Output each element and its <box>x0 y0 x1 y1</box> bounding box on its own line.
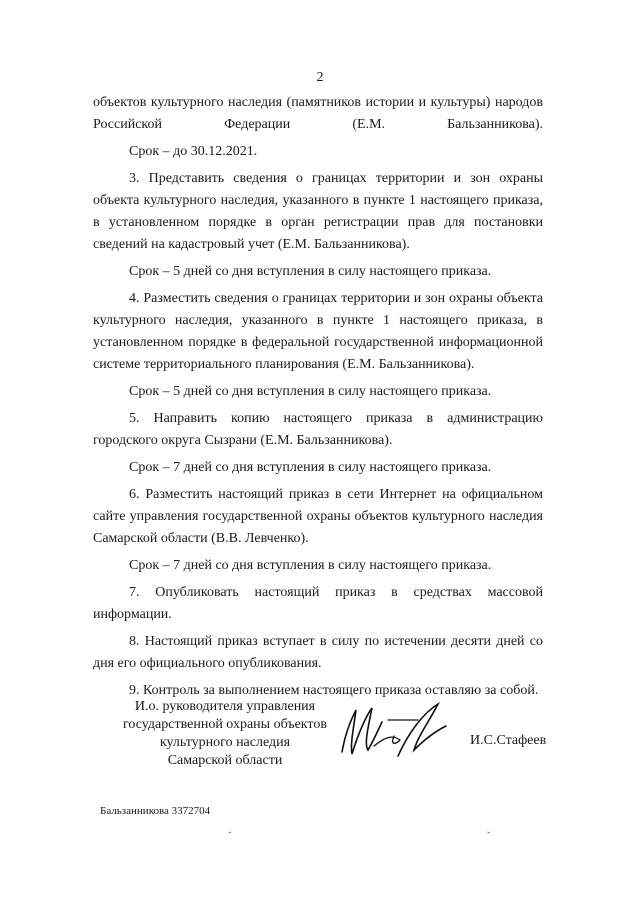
signatory-title-line: культурного наследия <box>159 735 291 750</box>
paragraph: Срок – до 30.12.2021. <box>129 144 258 159</box>
paragraph: Срок – 7 дней со дня вступления в силу настоящего приказа. <box>129 460 492 475</box>
paragraph: Срок – 5 дней со дня вступления в силу настоящего приказа. <box>129 264 492 279</box>
paragraph: 3. Представить сведения о границах территории и зон охраны объекта культурного наследия, указанного в пункте 1 настоящего приказа, в установленном порядке в орган регистрации прав для постановки сведений на кадастровый учет (Е.М. Бальзанникова). <box>93 171 543 252</box>
paragraph: 7. Опубликовать настоящий приказ в средствах массовой информации. <box>93 585 543 622</box>
paragraph: Срок – 5 дней со дня вступления в силу настоящего приказа. <box>129 384 492 399</box>
executor-info: Бальзанникова 3372704 <box>100 805 211 817</box>
paragraph: Срок – 7 дней со дня вступления в силу настоящего приказа. <box>129 558 492 573</box>
scan-mark: ˘ <box>228 830 232 842</box>
signatory-title <box>110 698 340 770</box>
document-body <box>93 92 543 707</box>
paragraph: 5. Направить копию настоящего приказа в администрацию городского округа Сызрани (Е.М. Бальзанникова). <box>93 411 543 448</box>
handwritten-signature <box>334 700 450 762</box>
paragraph: 8. Настоящий приказ вступает в силу по истечении десяти дней со дня его официального опубликования. <box>93 634 543 671</box>
page-number: 2 <box>316 70 324 85</box>
signer-name: И.С.Стафеев <box>470 733 547 748</box>
signatory-title-line: Самарской области <box>167 753 283 768</box>
signatory-title-line: И.о. руководителя управления <box>134 699 316 714</box>
signatory-title-line: государственной охраны объектов <box>123 717 327 732</box>
paragraph: объектов культурного наследия (памятников истории и культуры) народов Российской Федерации (Е.М. Бальзанникова). <box>93 95 543 132</box>
paragraph: 4. Разместить сведения о границах территории и зон охраны объекта культурного наследия, указанного в пункте 1 настоящего приказа, в установленном порядке в федеральной государственной информационной системе территориального планирования (Е.М. Бальзанникова). <box>93 291 543 372</box>
scan-mark: ˘ <box>487 830 491 842</box>
paragraph: 9. Контроль за выполнением настоящего приказа оставляю за собой. <box>129 683 539 698</box>
paragraph: 6. Разместить настоящий приказ в сети Интернет на официальном сайте управления государственной охраны объектов культурного наследия Самарской области (В.В. Левченко). <box>93 487 543 546</box>
